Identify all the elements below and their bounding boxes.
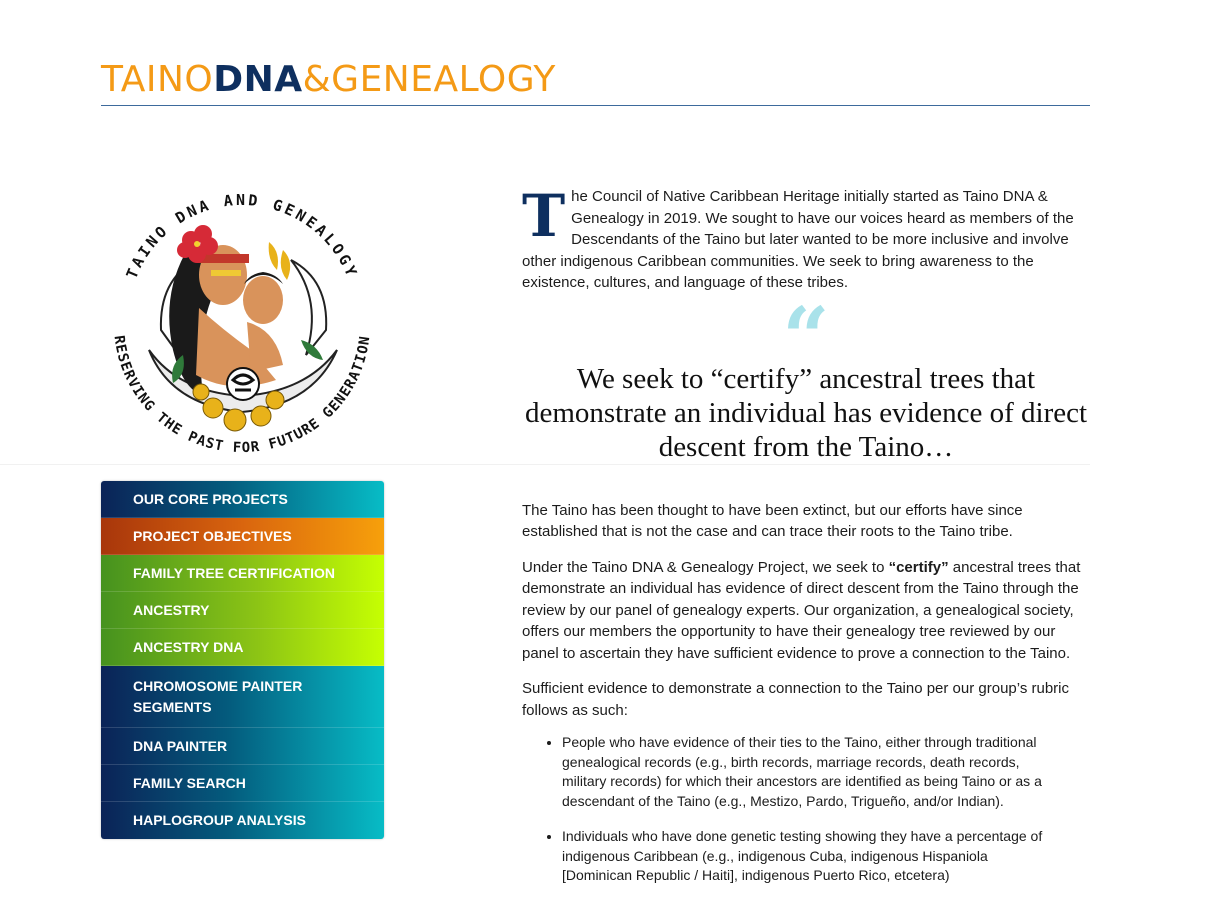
- main-content: [522, 182, 1090, 902]
- nav-item-our-core-projects[interactable]: [101, 481, 384, 518]
- site-title-genealogy: &GENEALOGY: [302, 59, 556, 100]
- site-title-dna: DNA: [213, 59, 303, 100]
- site-header: [101, 58, 1090, 106]
- nav-item-label: DNA PAINTER: [133, 737, 228, 754]
- nav-item-family-search[interactable]: [101, 765, 384, 802]
- paragraph-certify: [522, 557, 1090, 665]
- nav-item-ancestry[interactable]: [101, 592, 384, 629]
- quote-mark-icon: “: [782, 289, 830, 386]
- nav-item-project-objectives[interactable]: [101, 518, 384, 555]
- nav-item-family-tree-certification[interactable]: [101, 555, 384, 592]
- nav-item-label: OUR CORE PROJECTS: [133, 490, 288, 507]
- nav-item-label: ANCESTRY: [133, 601, 210, 618]
- nav-item-haplogroup-analysis[interactable]: [101, 802, 384, 839]
- intro-paragraph: [522, 182, 1090, 294]
- nav-item-label: HAPLOGROUP ANALYSIS: [133, 812, 306, 828]
- certify-emphasis: “certify”: [888, 558, 949, 576]
- nav-item-label: PROJECT OBJECTIVES: [133, 527, 292, 544]
- drop-cap: T: [522, 182, 566, 250]
- site-title-taino: TAINO: [101, 59, 214, 100]
- intro-text: he Council of Native Caribbean Heritage initially started as Taino DNA & Genealogy in 2019. We sought to have our voices heard as members of the Descendants of the Taino but later wanted to be more inclusive and involve other indigenous Caribbean communities. We seek to bring awareness to the existence, cultures, and language of these tribes.: [522, 188, 1074, 291]
- logo-bottom-text: RESERVING THE PAST FOR FUTURE GENERATION: [110, 334, 374, 457]
- site-title-link[interactable]: [101, 58, 1090, 102]
- paragraph-certify-rest: ancestral trees that demonstrate an individual has evidence of direct descent from the Taino through the review by our panel of genealogy experts. Our organization, a genealogical society, offers our members the opportunity to have their genealogy tree reviewed by our panel to ascertain they have sufficient evidence to prove a connection to the Taino.: [522, 558, 1081, 662]
- paragraph-rubric: Sufficient evidence to demonstrate a connection to the Taino per our group’s rubric follows as such:: [522, 680, 1070, 719]
- nav-item-ancestry-dna[interactable]: [101, 629, 384, 666]
- rubric-list: [522, 733, 1090, 886]
- taino-logo-art: [101, 180, 384, 463]
- logo-top-text: TAINO DNA AND GENEALOGY: [122, 191, 362, 282]
- paragraph-extinct: The Taino has been thought to have been extinct, but our efforts have since established that is not the case and can trace their roots to the Taino tribe.: [522, 501, 1023, 540]
- nav-item-label: FAMILY SEARCH: [133, 774, 246, 791]
- rubric-item: • Individuals who have done genetic testing showing they have a percentage of indigenous Caribbean (e.g., indigenous Cuba, indigenous Hispaniola [Dominican Republic / Haiti], indigenous Puerto Rico, etcetera): [562, 827, 1090, 886]
- rubric-item: • People who have evidence of their ties to the Taino, either through traditional genealogical records (e.g., birth records, marriage records, death records, military records) for which their ancestors are identified as being Taino or as a descendant of the Taino (e.g., Mestizo, Pardo, Trigueño, and/or Indian).: [562, 733, 1090, 811]
- projects-nav-menu: [101, 481, 384, 839]
- nav-item-dna-painter[interactable]: [101, 728, 384, 765]
- pull-quote: We seek to “certify” ancestral trees that demonstrate an individual has evidence of direct descent from the Taino…: [524, 362, 1088, 463]
- nav-item-label: ANCESTRY DNA: [133, 638, 244, 655]
- nav-item-chromosome-painter-segments[interactable]: [101, 666, 384, 728]
- taino-logo: [101, 180, 384, 463]
- paragraph-certify-lead: Under the Taino DNA & Genealogy Project, we seek to: [522, 558, 889, 576]
- nav-item-label: FAMILY TREE CERTIFICATION: [133, 564, 335, 581]
- nav-item-label: CHROMOSOME PAINTER SEGMENTS: [133, 677, 303, 715]
